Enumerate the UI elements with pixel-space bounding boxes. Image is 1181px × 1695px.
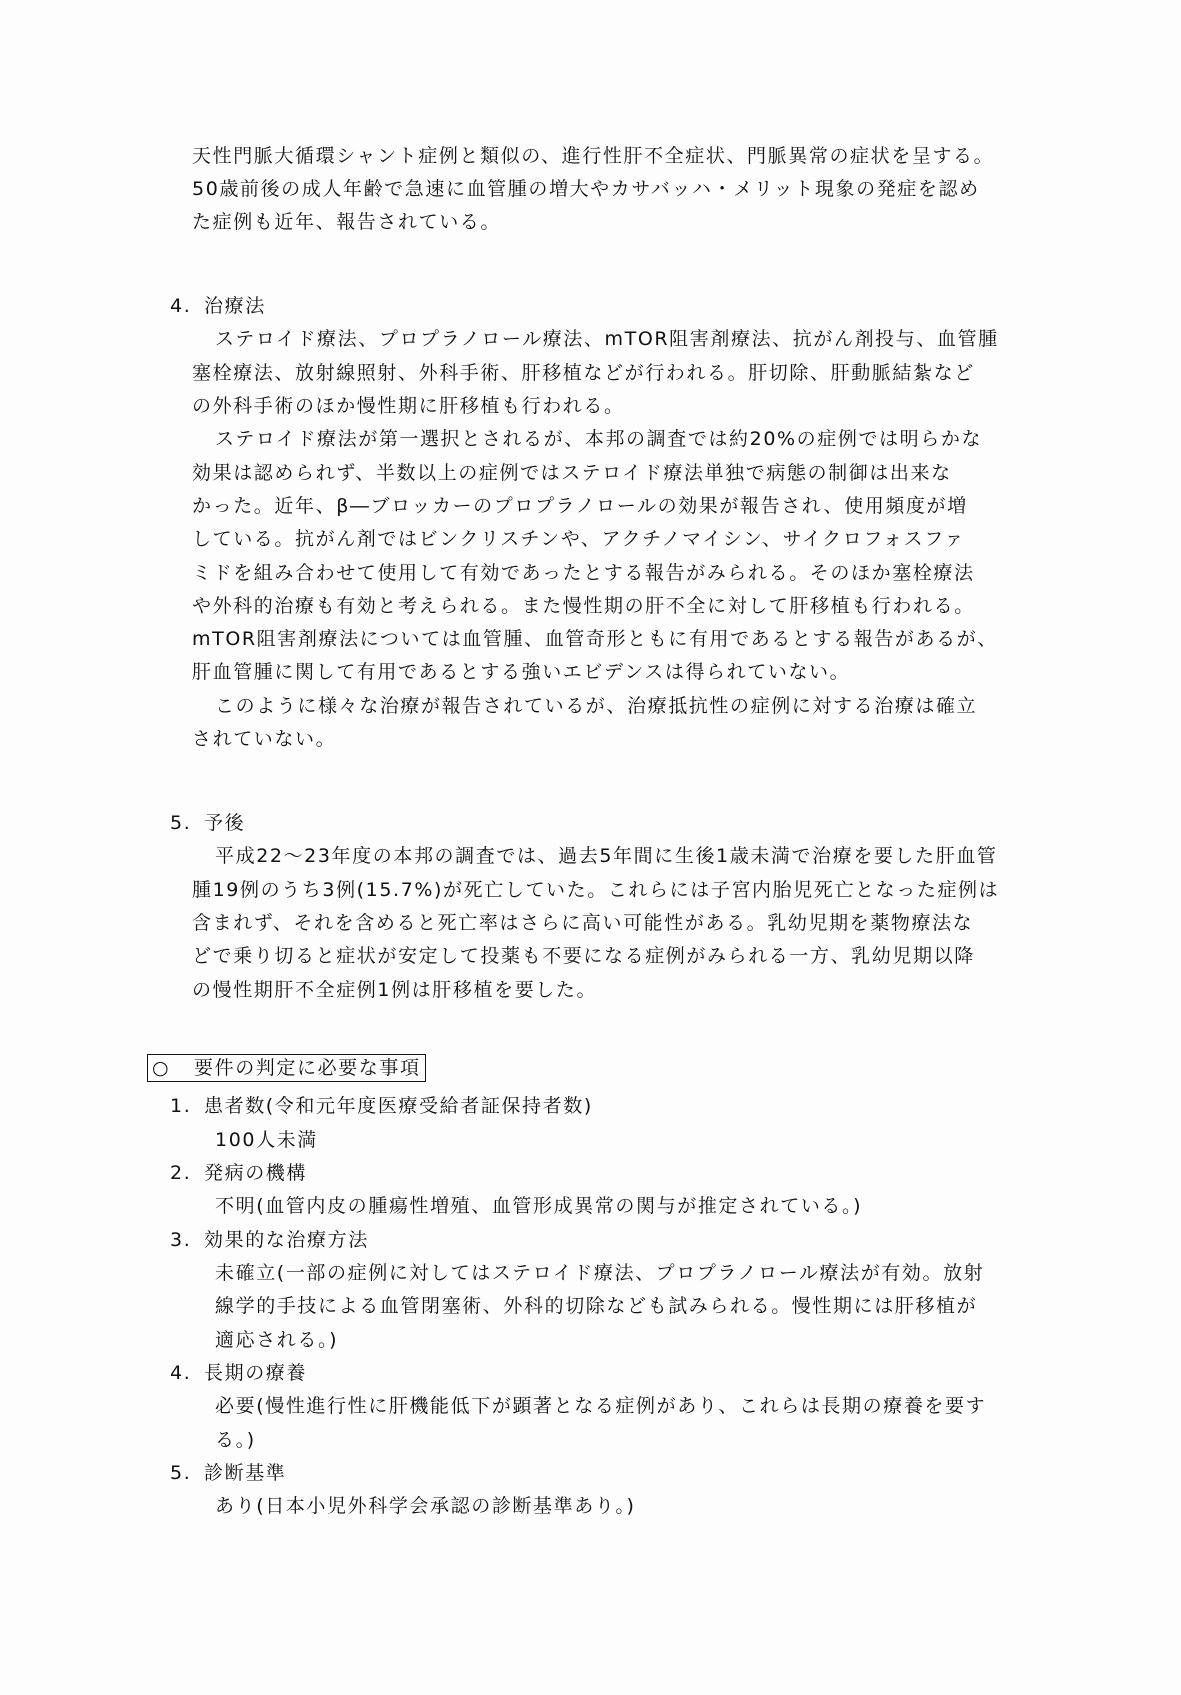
item-number: 3. xyxy=(170,1229,192,1251)
section-heading-prognosis xyxy=(170,811,245,835)
requirement-item-heading xyxy=(170,1161,307,1185)
item-number: 5. xyxy=(170,1462,192,1484)
requirements-heading-box xyxy=(147,1054,426,1082)
item-number: 4. xyxy=(170,1362,192,1384)
section-number: 5. xyxy=(170,812,192,834)
paragraph-line: や外科的治療も有効と考えられる。また慢性期の肝不全に対して肝移植も行われる。 xyxy=(192,595,975,617)
paragraph-line: 効果は認められず、半数以上の症例ではステロイド療法単独で病態の制御は出来な xyxy=(192,462,952,484)
paragraph-line: ミドを組み合わせて使用して有効であったとする報告がみられる。そのほか塞栓療法 xyxy=(192,562,975,584)
item-title: 診断基準 xyxy=(204,1462,287,1484)
item-number: 2. xyxy=(170,1162,192,1184)
requirement-item-heading xyxy=(170,1228,369,1252)
item-number: 1. xyxy=(170,1095,192,1117)
item-title: 患者数(令和元年度医療受給者証保持者数) xyxy=(204,1095,593,1117)
requirements-title: 要件の判定に必要な事項 xyxy=(194,1057,421,1079)
requirement-item-value: あり(日本小児外科学会承認の診断基準あり。) xyxy=(215,1495,636,1517)
paragraph-line: た症例も近年、報告されている。 xyxy=(192,211,502,233)
paragraph-line: どで乗り切ると症状が安定して投薬も不要になる症例がみられる一方、乳幼児期以降 xyxy=(192,945,975,967)
requirement-item-value: 不明(血管内皮の腫瘍性増殖、血管形成異常の関与が推定されている。) xyxy=(215,1195,863,1217)
paragraph-line: ステロイド療法が第一選択とされるが、本邦の調査では約20%の症例では明らかな xyxy=(215,428,983,450)
requirement-item-value: 線学的手技による血管閉塞術、外科的切除なども試みられる。慢性期には肝移植が xyxy=(215,1295,978,1317)
paragraph-line: 腫19例のうち3例(15.7%)が死亡していた。これらには子宮内胎児死亡となった症例は xyxy=(192,879,1000,901)
section-number: 4. xyxy=(170,295,192,317)
item-title: 発病の機構 xyxy=(204,1162,308,1184)
paragraph-line: している。抗がん剤ではビンクリスチンや、アクチノマイシン、サイクロフォスファ xyxy=(192,528,966,550)
paragraph-line: mTOR阻害剤療法については血管腫、血管奇形ともに有用であるとする報告があるが、 xyxy=(192,628,998,650)
paragraph-line: 含まれず、それを含めると死亡率はさらに高い可能性がある。乳幼児期を薬物療法な xyxy=(192,912,974,934)
requirement-item-value: 必要(慢性進行性に肝機能低下が顕著となる症例があり、これらは長期の療養を要す xyxy=(215,1395,987,1417)
paragraph-line: このように様々な治療が報告されているが、治療抵抗性の症例に対する治療は確立 xyxy=(215,695,978,717)
requirement-item-value: 未確立(一部の症例に対してはステロイド療法、プロプラノロール療法が有効。放射 xyxy=(215,1262,985,1284)
requirement-item-heading xyxy=(170,1461,286,1485)
paragraph-line: かった。近年、β―ブロッカーのプロプラノロールの効果が報告され、使用頻度が増 xyxy=(192,495,968,517)
section-title: 治療法 xyxy=(204,295,266,317)
paragraph-line: されていない。 xyxy=(192,728,337,750)
requirement-item-heading xyxy=(170,1361,307,1385)
item-title: 効果的な治療方法 xyxy=(204,1229,369,1251)
paragraph-line: 肝血管腫に関して有用であるとする強いエビデンスは得られていない。 xyxy=(192,661,851,683)
circle-marker-icon: ○ xyxy=(152,1057,171,1079)
item-title: 長期の療養 xyxy=(204,1362,308,1384)
paragraph-line: の慢性期肝不全症例1例は肝移植を要した。 xyxy=(192,979,598,1001)
requirement-item-value: 適応される。) xyxy=(215,1329,339,1351)
paragraph-line: の外科手術のほか慢性期に肝移植も行われる。 xyxy=(192,395,625,417)
requirement-item-value: る。) xyxy=(215,1429,256,1451)
paragraph-line: 塞栓療法、放射線照射、外科手術、肝移植などが行われる。肝切除、肝動脈結紮など xyxy=(192,362,975,384)
paragraph-line: 50歳前後の成人年齢で急速に血管腫の増大やカサバッハ・メリット現象の発症を認め xyxy=(192,178,980,200)
paragraph-line: ステロイド療法、プロプラノロール療法、mTOR阻害剤療法、抗がん剤投与、血管腫 xyxy=(215,328,999,350)
paragraph-line: 平成22～23年度の本邦の調査では、過去5年間に生後1歳未満で治療を要した肝血管 xyxy=(215,845,998,867)
section-heading-treatment xyxy=(170,294,266,318)
requirement-item-value: 100人未満 xyxy=(215,1129,318,1151)
requirement-item-heading xyxy=(170,1094,593,1118)
section-title: 予後 xyxy=(204,812,246,834)
paragraph-line: 天性門脈大循環シャント症例と類似の、進行性肝不全症状、門脈異常の症状を呈する。 xyxy=(192,145,995,167)
